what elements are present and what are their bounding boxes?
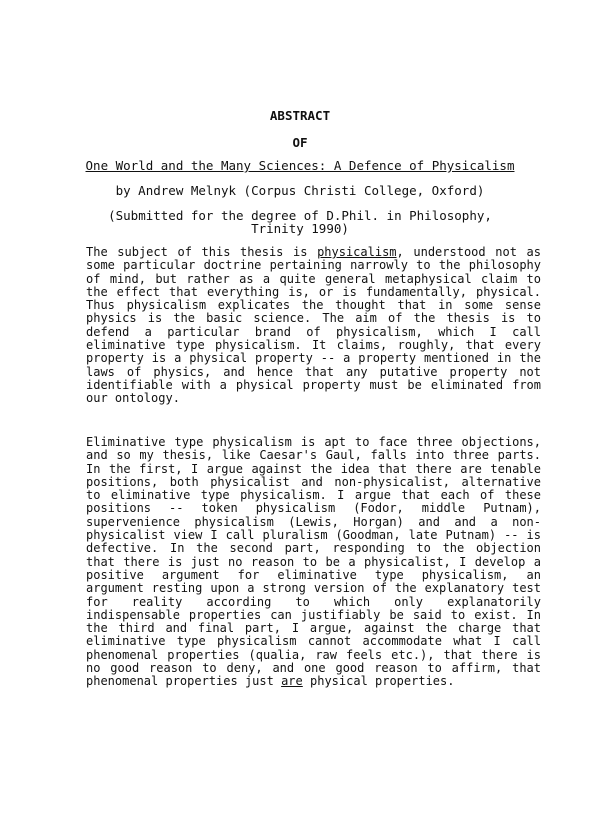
- author-line: by Andrew Melnyk (Corpus Christi College, Oxford): [115, 183, 485, 198]
- paragraph-1-text-start: The subject of this thesis is: [86, 245, 318, 259]
- abstract-paragraph-2: [86, 436, 541, 689]
- are-emphasis: are: [281, 674, 303, 689]
- thesis-title: One World and the Many Sciences: A Defence of Physicalism: [85, 158, 515, 173]
- abstract-paragraph-1: [86, 246, 541, 406]
- submission-line-1: (Submitted for the degree of D.Phil. in Philosophy,: [108, 208, 492, 223]
- of-heading: OF: [292, 135, 308, 150]
- paragraph-2-text-start: Eliminative type physicalism is apt to face three objections, and so my thesis, like Caesar's Gaul, falls into three parts. In the first, I argue against the idea that there are tenable positions, both physicalist and non-physicalist, alternative to eliminative type physicalism. I argue that each of these positions -- token physicalism (Fodor, middle Putnam), supervenience physicalism (Lewis, Horgan) and and a non-physicalist view I call pluralism (Goodman, late Putnam) -- is defective. In the second part, responding to the objection that there is just no reason to be a physicalist, I develop a positive argument for eliminative type physicalism, an argument resting upon a strong version of the explanatory test for reality according to which only explanatorily indispensable properties can justifiably be said to exist. In the third and final part, I argue, against the charge that eliminative type physicalism cannot accommodate what I call phenomenal properties (qualia, raw feels etc.), that there is no good reason to deny, and one good reason to affirm, that phenomenal properties just: [86, 435, 541, 689]
- paragraph-1-text-end: , understood not as some particular doctrine pertaining narrowly to the philosophy of mind, but rather as a quite general metaphysical claim to the effect that everything is, or is fundamentally, physical. Thus physicalism explicates the thought that in some sense physics is the basic science. The aim of the thesis is to defend a particular brand of physicalism, which I call eliminative type physicalism. It claims, roughly, that every property is a physical property -- a property mentioned in the laws of physics, and hence that any putative property not identifiable with a physical property must be eliminated from our ontology.: [86, 245, 541, 406]
- submission-line-2: Trinity 1990): [251, 221, 349, 236]
- physicalism-term: physicalism: [317, 245, 397, 259]
- abstract-heading: ABSTRACT: [269, 108, 331, 123]
- paragraph-2-text-end: physical properties.: [302, 674, 455, 689]
